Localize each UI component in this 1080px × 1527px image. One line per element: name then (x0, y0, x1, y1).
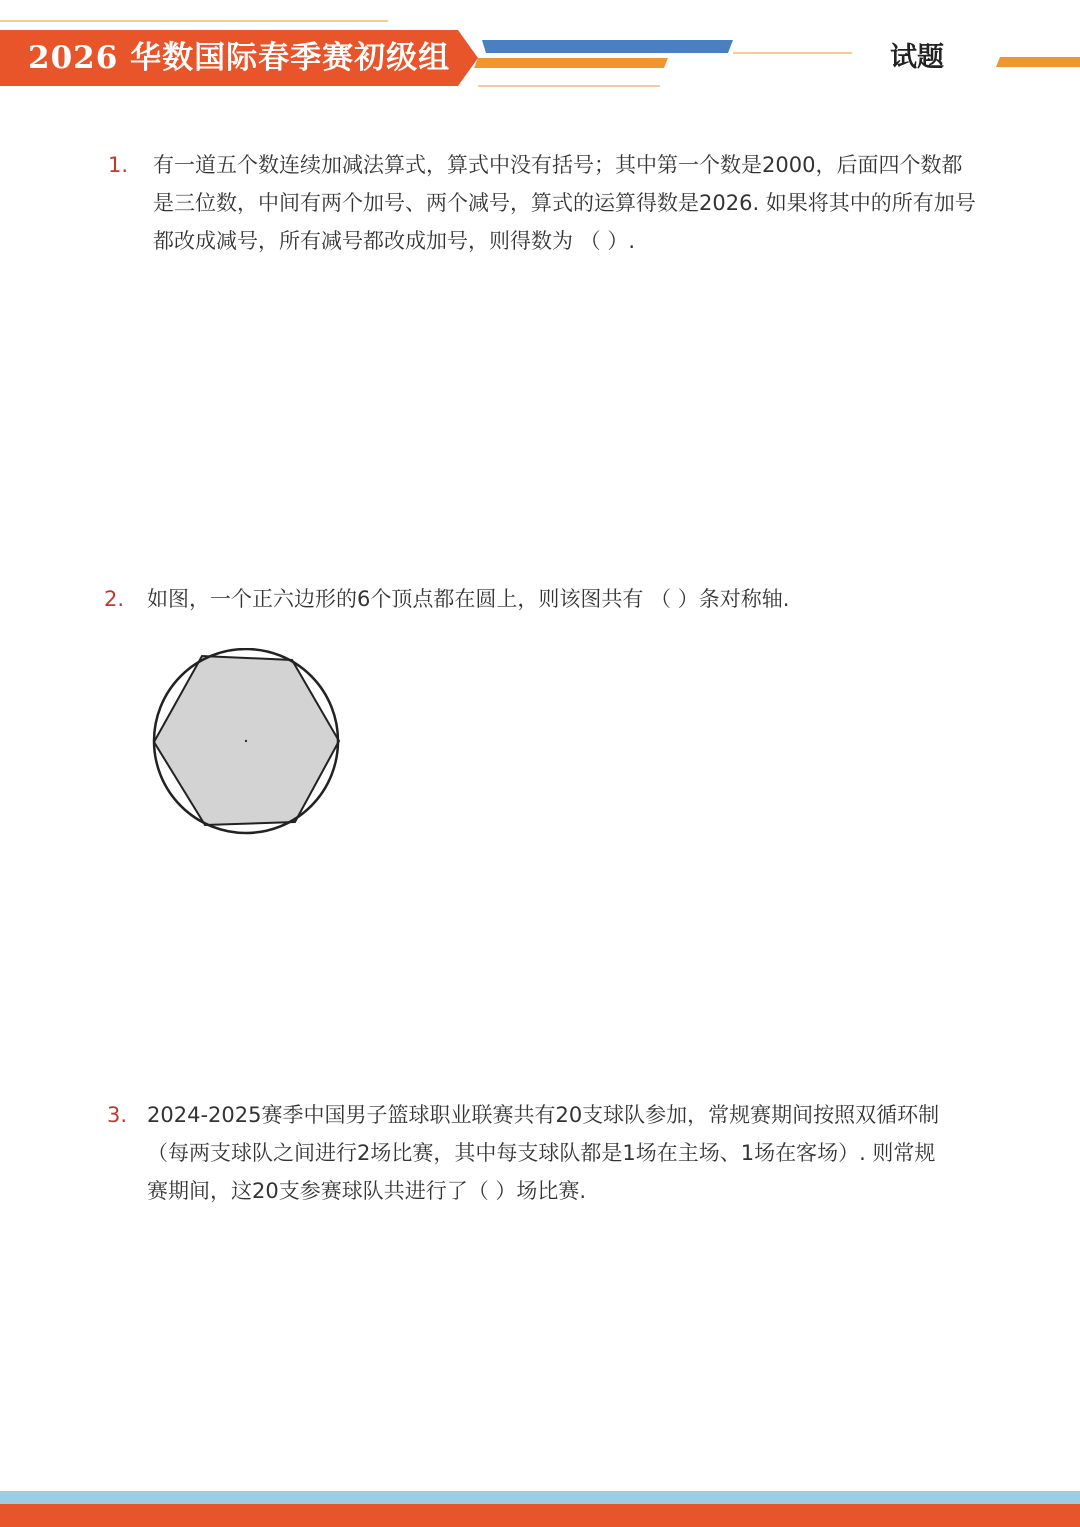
question-text: 有一道五个数连续加减法算式，算式中没有括号；其中第一个数是2000，后面四个数都是三位数，中间有两个加号、两个减号，算式的运算得数是2026. 如果将其中的所有加号都改成减号，所有减号都改成加号，则得数为 （ ）. (153, 153, 976, 253)
question-2 (104, 580, 1004, 618)
center-point (245, 740, 247, 742)
question-number: 3. (107, 1103, 128, 1127)
footer-light-band (0, 1491, 1080, 1504)
question-number: 1. (108, 153, 129, 177)
page-header (0, 0, 1080, 100)
question-text: 如图，一个正六边形的6个顶点都在圆上，则该图共有 （ ）条对称轴. (147, 587, 790, 611)
header-orange-stripe (474, 58, 668, 68)
question-1 (108, 146, 1008, 260)
footer-dark-band (0, 1504, 1080, 1527)
header-title: 2026 华数国际春季赛初级组 (28, 40, 451, 76)
section-label: 试题 (890, 42, 944, 73)
header-blue-stripe (482, 40, 733, 53)
hexagon-in-circle-figure (150, 648, 350, 852)
hexagon-figure-svg (150, 648, 350, 848)
question-text: 2024-2025赛季中国男子篮球职业联赛共有20支球队参加，常规赛期间按照双循环制（每两支球队之间进行2场比赛，其中每支球队都是1场在主场、1场在客场）. 则常规赛期间，这20支参赛球队共进行了（ ）场比赛. (147, 1103, 940, 1203)
header-right-stripe (996, 57, 1080, 67)
question-3 (107, 1096, 1007, 1210)
question-number: 2. (104, 587, 125, 611)
